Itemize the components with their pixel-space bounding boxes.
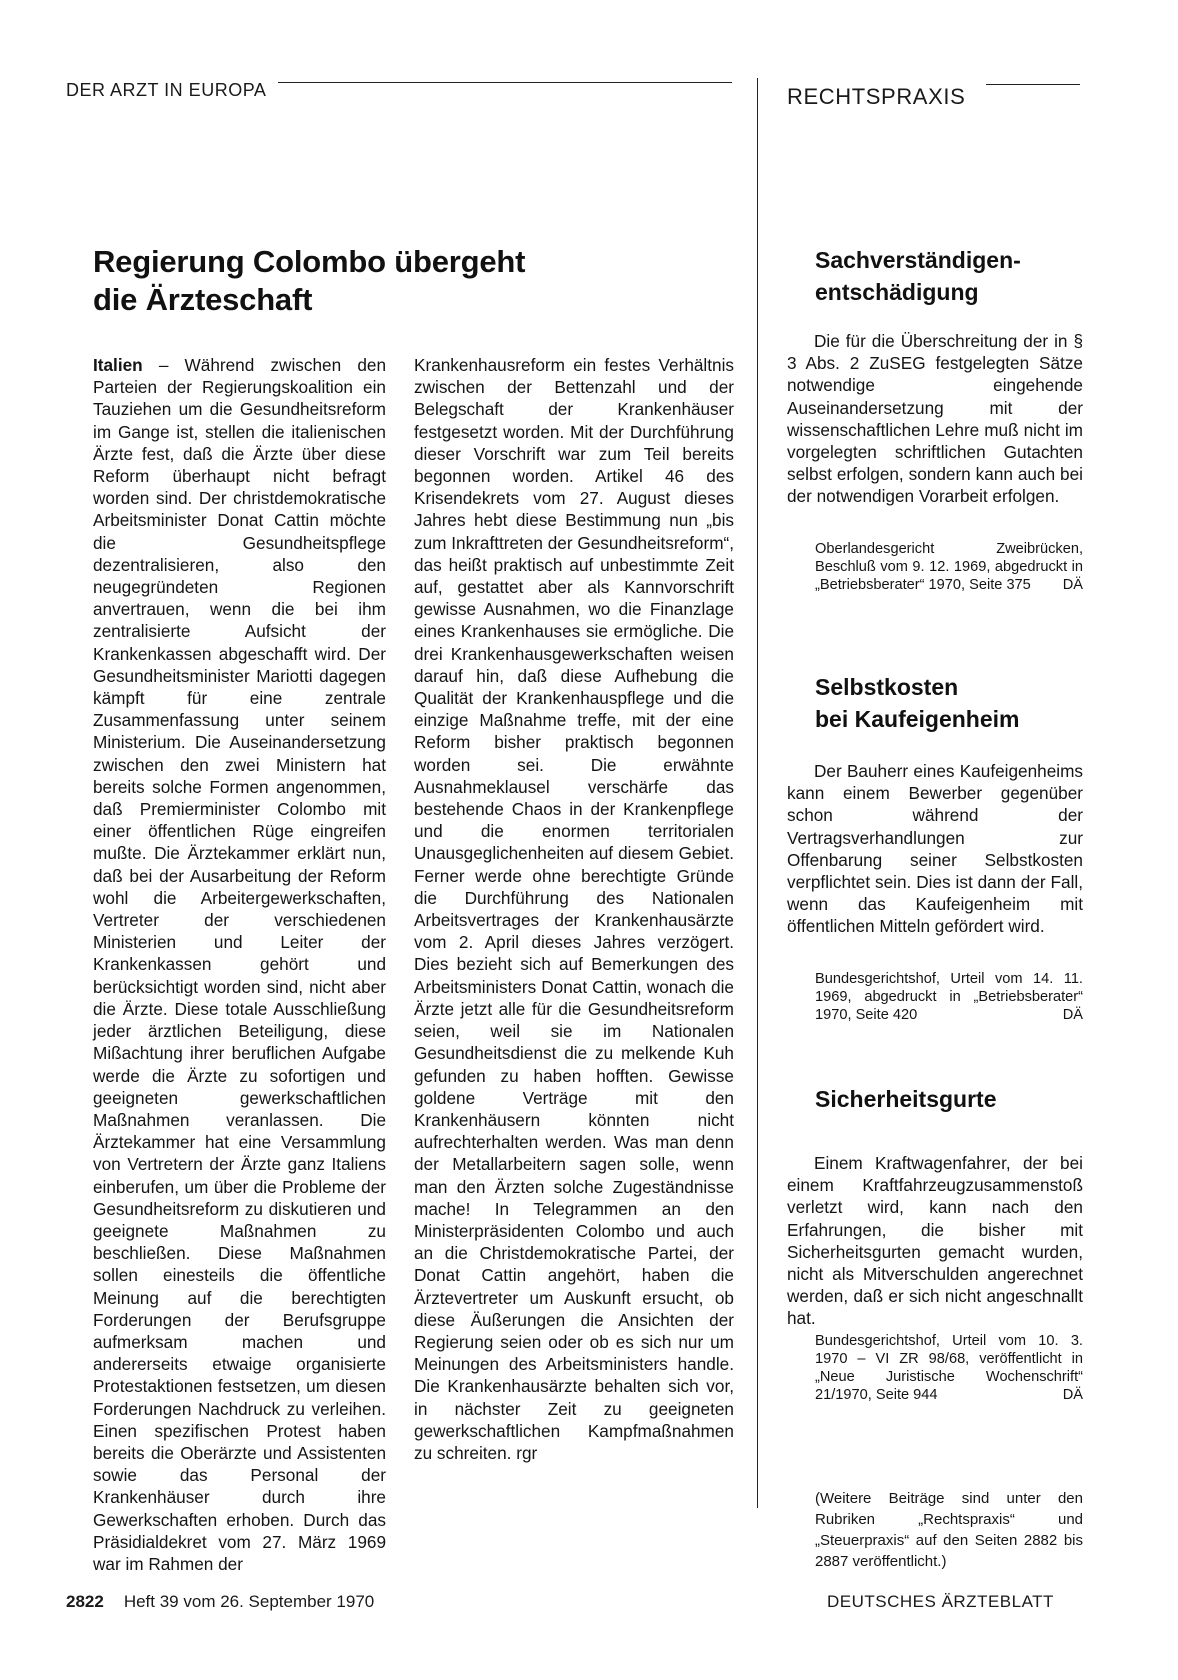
footer-left bbox=[66, 1592, 374, 1612]
article-title bbox=[93, 243, 713, 319]
issue-info: Heft 39 vom 26. September 1970 bbox=[123, 1592, 375, 1611]
section-label-right: RECHTSPRAXIS bbox=[787, 84, 966, 109]
article-column-1-text: – Während zwischen den Parteien der Regierungskoalition ein Tauziehen um die Gesundheitsreform im Gange ist, stellen die italienischen Ärzte fest, daß die Ärzte über diese Reform überhaupt nicht befragt worden sind. Der christdemokratische Arbeitsminister Donat Cattin möchte die Gesundheitspflege dezentralisieren, also den neugegründeten Regionen anvertrauen, wenn die bei ihm zentralisierte Aufsicht der Krankenkassen abgeschafft wird. Der Gesundheitsminister Mariotti dagegen kämpft für eine zentrale Zusammenfassung unter seinem Ministerium. Die Auseinandersetzung zwischen den zwei Ministern hat bereits solche Formen angenommen, daß Premierminister Colombo mit einer öffentlichen Rüge eingreifen mußte. Die Ärztekammer erklärt nun, daß bei der Ausarbeitung der Reform wohl die Arbeitergewerkschaften, Vertreter der verschiedenen Ministerien und Leiter der Krankenkassen gehört und berücksichtigt worden sind, nicht aber die Ärzte. Diese totale Ausschließung jeder ärztlichen Beteiligung, diese Mißachtung ihrer beruflichen Aufgabe werde die Ärzte zu sofortigen und geeigneten gewerkschaftlichen Maßnahmen veranlassen. Die Ärztekammer hat eine Versammlung von Vertretern der Ärzte ganz Italiens einberufen, um über die Probleme der Gesundheitsreform zu diskutieren und geeignete Maßnahmen zu beschließen. Diese Maßnahmen sollen einesteils die öffentliche Meinung auf die berechtigten Forderungen der Berufsgruppe aufmerksam machen und andererseits etwaige organisierte Protestaktionen festsetzen, um diesen Forderungen Nachdruck zu verleihen. Einen spezifischen Protest haben bereits die Oberärzte und Assistenten sowie das Personal der Krankenhäuser durch ihre Gewerkschaften erhoben. Durch das Präsidialdekret vom 27. März 1969 war im Rahmen der bbox=[93, 355, 386, 1574]
article-title-line1: Regierung Colombo übergeht bbox=[93, 244, 526, 279]
sidebar-title-2-line2: bei Kaufeigenheim bbox=[815, 706, 1020, 732]
sidebar-signature-2: DÄ bbox=[1062, 1007, 1083, 1023]
sidebar-citation-3-text: Bundesgerichtshof, Urteil vom 10. 3. 1970 – VI ZR 98/68, veröffentlicht in „Neue Juristische Wochenschrift“ 21/1970, Seite 944 bbox=[815, 1333, 1083, 1403]
sidebar-note: (Weitere Beiträge sind unter den Rubriken „Rechtspraxis“ und „Steuerpraxis“ auf den Seiten 2882 bis 2887 veröffentlicht.) bbox=[815, 1490, 1083, 1570]
article-column-2-text: Krankenhausreform ein festes Verhältnis zwischen der Bettenzahl und der Belegschaft der Krankenhäuser festgesetzt worden. Mit der Durchführung dieser Vorschrift war zum Teil bereits begonnen worden. Artikel 46 des Krisendekrets vom 27. August dieses Jahres hebt diese Bestimmung nun „bis zum Inkrafttreten der Gesundheitsreform“, das heißt praktisch auf unbestimmte Zeit auf, gestattet aber als Kannvorschrift gewisse Ausnahmen, wo die Finanzlage eines Krankenhauses sie ermögliche. Die drei Krankenhausgewerkschaften weisen darauf hin, daß diese Aufhebung die Qualität der Krankenhauspflege und die einzige Maßnahme treffe, mit der eine Reform bisher praktisch begonnen worden sei. Die erwähnte Ausnahmeklausel verschärfe das bestehende Chaos in der Krankenpflege und die enormen territorialen Unausgeglichenheiten auf diesem Gebiet. Ferner werde ohne berechtigte Gründe die Durchführung des Nationalen Arbeitsvertrages der Krankenhausärzte vom 2. April dieses Jahres verzögert. Dies bezieht sich auf Bemerkungen des Arbeitsministers Donat Cattin, wonach die Ärzte jetzt alle für die Gesundheitsreform seien, weil sie im Nationalen Gesundheitsdienst die zu melkende Kuh gefunden zu haben hofften. Gewisse goldene Verträge mit den Krankenhäusern könnten nicht aufrechterhalten werden. Was man denn der Metallarbeitern sagen solle, wenn man den Ärzten solche Zugeständnisse mache! In Telegrammen an den Ministerpräsidenten Colombo und auch an die Christdemokratische Partei, der Donat Cattin angehört, haben die Ärztevertreter um Auskunft ersucht, ob diese Äußerungen die Ansichten der Regierung seien oder ob es sich nur um Meinungen des Arbeitsministers handle. Die Krankenhausärzte behalten sich vor, in nächster Zeit zu geeigneten gewerkschaftlichen Kampfmaßnahmen zu schreiten. rgr bbox=[414, 355, 735, 1463]
sidebar-citation-1-text: Oberlandesgericht Zweibrücken, Beschluß vom 9. 12. 1969, abgedruckt in „Betriebsberater“ 1970, Seite 375 bbox=[815, 541, 1083, 593]
sidebar-title-1-line1: Sachverständigen- bbox=[815, 247, 1021, 273]
sidebar-body-1: Die für die Überschreitung der in § 3 Abs. 2 ZuSEG festgelegten Sätze notwendige eingehende Auseinandersetzung mit der wissenschaftlichen Lehre muß nicht im vorgelegten schriftlichen Gutachten selbst erfolgen, sondern kann auch bei der notwendigen Vorarbeit erfolgen. bbox=[787, 331, 1083, 507]
article-title-line2: die Ärzteschaft bbox=[93, 282, 313, 317]
sidebar-title-2 bbox=[815, 671, 1105, 735]
sidebar-title-3 bbox=[815, 1083, 1105, 1115]
sidebar-citation-2 bbox=[815, 970, 1083, 1024]
header-rule-left bbox=[278, 82, 732, 83]
sidebar-signature-1: DÄ bbox=[1062, 577, 1083, 593]
sidebar-title-1 bbox=[815, 244, 1105, 308]
section-label-left: DER ARZT IN EUROPA bbox=[66, 80, 267, 100]
sidebar-citation-2-text: Bundesgerichtshof, Urteil vom 14. 11. 1969, abgedruckt in „Betriebsberater“ 1970, Seite 420 bbox=[815, 971, 1083, 1023]
sidebar-title-1-line2: entschädigung bbox=[815, 279, 979, 305]
sidebar-title-2-line1: Selbstkosten bbox=[815, 674, 959, 700]
page-number: 2822 bbox=[66, 1592, 104, 1611]
sidebar-citation-1 bbox=[815, 540, 1083, 594]
article-column-2 bbox=[414, 354, 734, 1464]
sidebar-body-2: Der Bauherr eines Kaufeigenheims kann einem Bewerber gegenüber schon während der Vertragsverhandlungen zur Offenbarung seiner Selbstkosten verpflichtet sein. Dies ist dann der Fall, wenn das Kaufeigenheim mit öffentlichen Mitteln gefördert wird. bbox=[787, 761, 1083, 937]
article-lead: Italien bbox=[93, 355, 143, 375]
sidebar-title-3-line1: Sicherheitsgurte bbox=[815, 1086, 997, 1112]
header-rule-right bbox=[986, 84, 1080, 85]
journal-name: DEUTSCHES ÄRZTEBLATT bbox=[827, 1592, 1054, 1611]
column-divider bbox=[757, 78, 758, 1508]
sidebar-body-3: Einem Kraftwagenfahrer, der bei einem Kraftfahrzeugzusammenstoß verletzt wird, kann nach den Erfahrungen, die bisher mit Sicherheitsgurten gemacht wurden, nicht als Mitverschulden angerechnet werden, daß er sich nicht angeschnallt hat. bbox=[787, 1153, 1083, 1329]
article-column-1 bbox=[93, 354, 386, 1575]
sidebar-citation-3 bbox=[815, 1332, 1083, 1404]
sidebar-signature-3: DÄ bbox=[1062, 1387, 1083, 1403]
